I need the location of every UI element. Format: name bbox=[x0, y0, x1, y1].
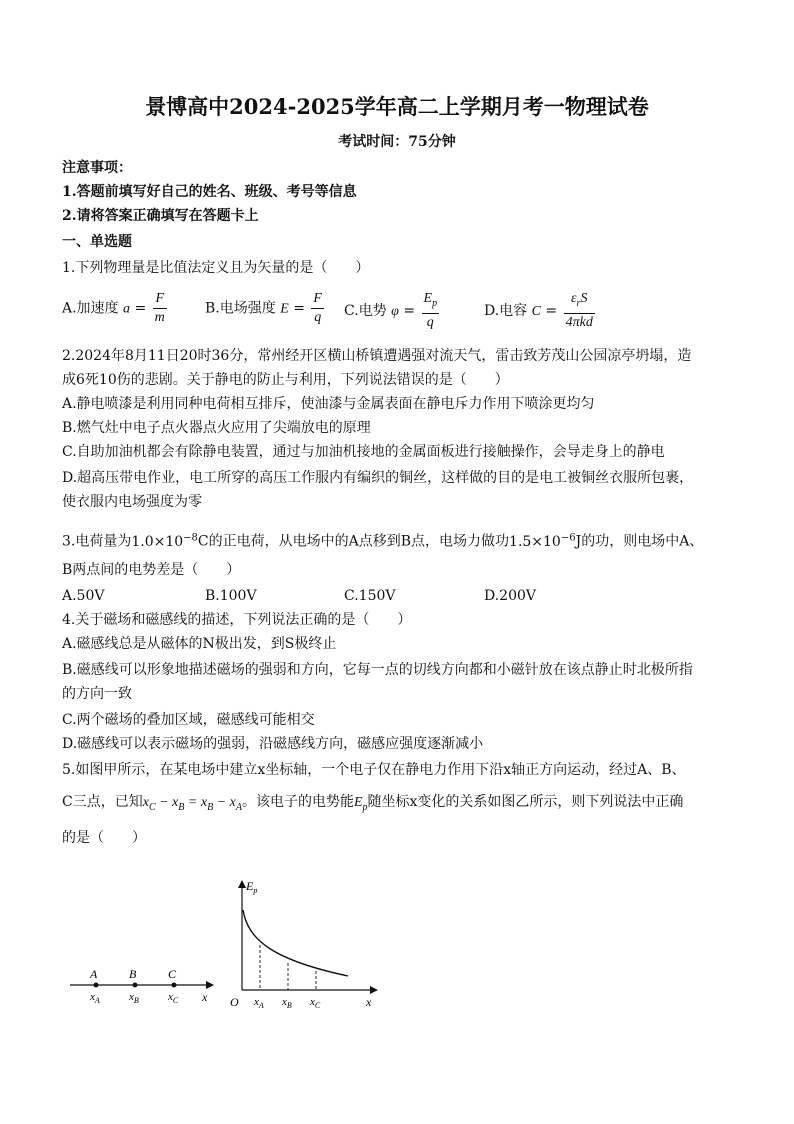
q3-option-a: A.50V bbox=[62, 588, 105, 604]
q3-line-1 bbox=[62, 528, 703, 552]
q4-option-c: C.两个磁场的叠加区域，磁感线可能相交 bbox=[62, 712, 315, 728]
q1-option-c: C.电势 φ = $\frac{E_p}{q}$ bbox=[344, 291, 438, 330]
q3-option-c: C.150V bbox=[344, 588, 396, 604]
q3-option-b: B.100V bbox=[205, 588, 257, 604]
q1-stem: 1.下列物理量是比值法定义且为矢量的是（ ） bbox=[62, 260, 370, 276]
figure-b-tick-xb: $x_B$ bbox=[282, 996, 292, 1010]
section-heading: 一、单选题 bbox=[62, 234, 132, 250]
note-item-1: 1.答题前填写好自己的姓名、班级、考号等信息 bbox=[62, 184, 357, 200]
q2-line-1: 2.2024年8月11日20时36分，常州经开区横山桥镇遭遇强对流天气，雷击致芳茂山公园凉亭坍塌，造 bbox=[62, 348, 692, 364]
figure-b-y-arrow bbox=[238, 880, 246, 888]
q3-charge bbox=[131, 534, 198, 550]
q3-text-1: 3.电荷量为 bbox=[62, 533, 132, 550]
q5-text-b: 。该电子的电势能 bbox=[241, 794, 354, 810]
figure-a-x-label: x bbox=[202, 990, 208, 1004]
q5-line-3: 的是（ ） bbox=[62, 830, 146, 846]
figure-a-point-c bbox=[172, 983, 177, 988]
q4-option-b-line-1: B.磁感线可以形象地描述磁场的强弱和方向，它每一点的切线方向都和小磁针放在该点静止时北极所指 bbox=[62, 662, 693, 678]
q5-ep-symbol: $E_p$ bbox=[353, 795, 368, 813]
figure-a-label-c: C bbox=[168, 967, 177, 981]
q2-option-d-line-2: 使衣服内电场强度为零 bbox=[62, 494, 202, 510]
q1-option-c-label: C.电势 bbox=[344, 302, 387, 319]
q1-option-b: B.电场强度 E = $\frac{F}{q}$ bbox=[205, 291, 322, 325]
q2-option-d-line-1: D.超高压带电作业，电工所穿的高压工作服内有编织的铜丝，这样做的目的是电工被铜丝衣服所包裹， bbox=[62, 470, 694, 486]
q2-option-c: C.自助加油机都会有除静电装置，通过与加油机接地的金属面板进行接触操作，会导走身上的静电 bbox=[62, 444, 665, 460]
q2-option-b: B.燃气灶中电子点火器点火应用了尖端放电的原理 bbox=[62, 420, 371, 436]
q1-option-b-label: B.电场强度 bbox=[205, 300, 276, 317]
q1-option-d-label: D.电容 bbox=[484, 302, 528, 319]
q2-option-a: A.静电喷漆是利用同种电荷相互排斥，使油漆与金属表面在静电斥力作用下喷涂更均匀 bbox=[62, 396, 595, 412]
q5-text-a: C三点，已知 bbox=[62, 794, 143, 810]
figure-a-label-a: A bbox=[90, 967, 98, 981]
q3-work-exp: −6 bbox=[560, 532, 576, 543]
q5-line-1: 5.如图甲所示，在某电场中建立x坐标轴，一个电子仅在静电力作用下沿x轴正方向运动，经过A、B、 bbox=[62, 762, 686, 778]
figure-a-tick-xc: $x_C$ bbox=[168, 991, 179, 1005]
figure-a-axis bbox=[68, 960, 218, 1010]
figure-b-curve bbox=[243, 910, 348, 976]
notes-heading: 注意事项： bbox=[62, 160, 132, 176]
q4-option-b-line-2: 的方向一致 bbox=[62, 686, 132, 702]
q5-relation: $x_C - x_B = x_B - x_A$ bbox=[142, 795, 242, 813]
page-title: 景博高中2024-2025学年高二上学期月考一物理试卷 bbox=[145, 94, 649, 119]
figure-a-tick-xa: $x_A$ bbox=[90, 991, 100, 1005]
q1-option-a: A.加速度 a = $\frac{F}{m}$ bbox=[62, 291, 165, 325]
figure-a-point-b bbox=[133, 983, 138, 988]
figure-a-arrow bbox=[206, 981, 214, 989]
q3-charge-exp: −8 bbox=[183, 532, 198, 543]
note-item-2: 2.请将答案正确填写在答题卡上 bbox=[62, 208, 259, 224]
q3-charge-base: 1.0×10 bbox=[131, 533, 184, 550]
exam-time: 考试时间：75分钟 bbox=[338, 134, 456, 150]
figure-a-tick-xb: $x_B$ bbox=[129, 991, 139, 1005]
q3-work-base: 1.5×10 bbox=[509, 533, 561, 550]
q3-work bbox=[509, 534, 576, 550]
q3-text-2: C的正电荷，从电场中的A点移到B点，电场力做功 bbox=[197, 533, 510, 550]
figure-b-graph bbox=[228, 870, 388, 1015]
figure-b-x-arrow bbox=[370, 986, 378, 994]
q4-stem: 4.关于磁场和磁感线的描述，下列说法正确的是（ ） bbox=[62, 612, 412, 628]
q3-option-d: D.200V bbox=[484, 588, 537, 604]
q1-option-d: D.电容 C = $\frac{\varepsilon_rS}{\text{4πkd}}$ bbox=[484, 291, 593, 330]
q4-option-d: D.磁感线可以表示磁场的强弱，沿磁感线方向，磁感应强度逐渐减小 bbox=[62, 736, 484, 752]
q2-line-2: 成6死10伤的悲剧。关于静电的防止与利用，下列说法错误的是（ ） bbox=[62, 372, 509, 388]
figure-b-y-label: $E_p$ bbox=[246, 879, 258, 895]
figure-a-label-b: B bbox=[129, 967, 137, 981]
figure-b-tick-xc: $x_C$ bbox=[310, 996, 321, 1010]
figure-b-tick-xa: $x_A$ bbox=[254, 996, 264, 1010]
q3-text-3: J的功，则电场中A、 bbox=[575, 533, 704, 550]
q1-option-a-label: A.加速度 bbox=[62, 300, 119, 317]
q4-option-a: A.磁感线总是从磁体的N极出发，到S极终止 bbox=[62, 636, 337, 652]
q5-line-2 bbox=[62, 792, 683, 818]
q5-text-c: 随坐标x变化的关系如图乙所示，则下列说法中正确 bbox=[367, 794, 684, 810]
figure-a-point-a bbox=[94, 983, 99, 988]
q3-line-2: B两点间的电势差是（ ） bbox=[62, 562, 241, 578]
figure-b-origin: O bbox=[230, 995, 239, 1009]
figure-b-x-label: x bbox=[366, 995, 372, 1009]
